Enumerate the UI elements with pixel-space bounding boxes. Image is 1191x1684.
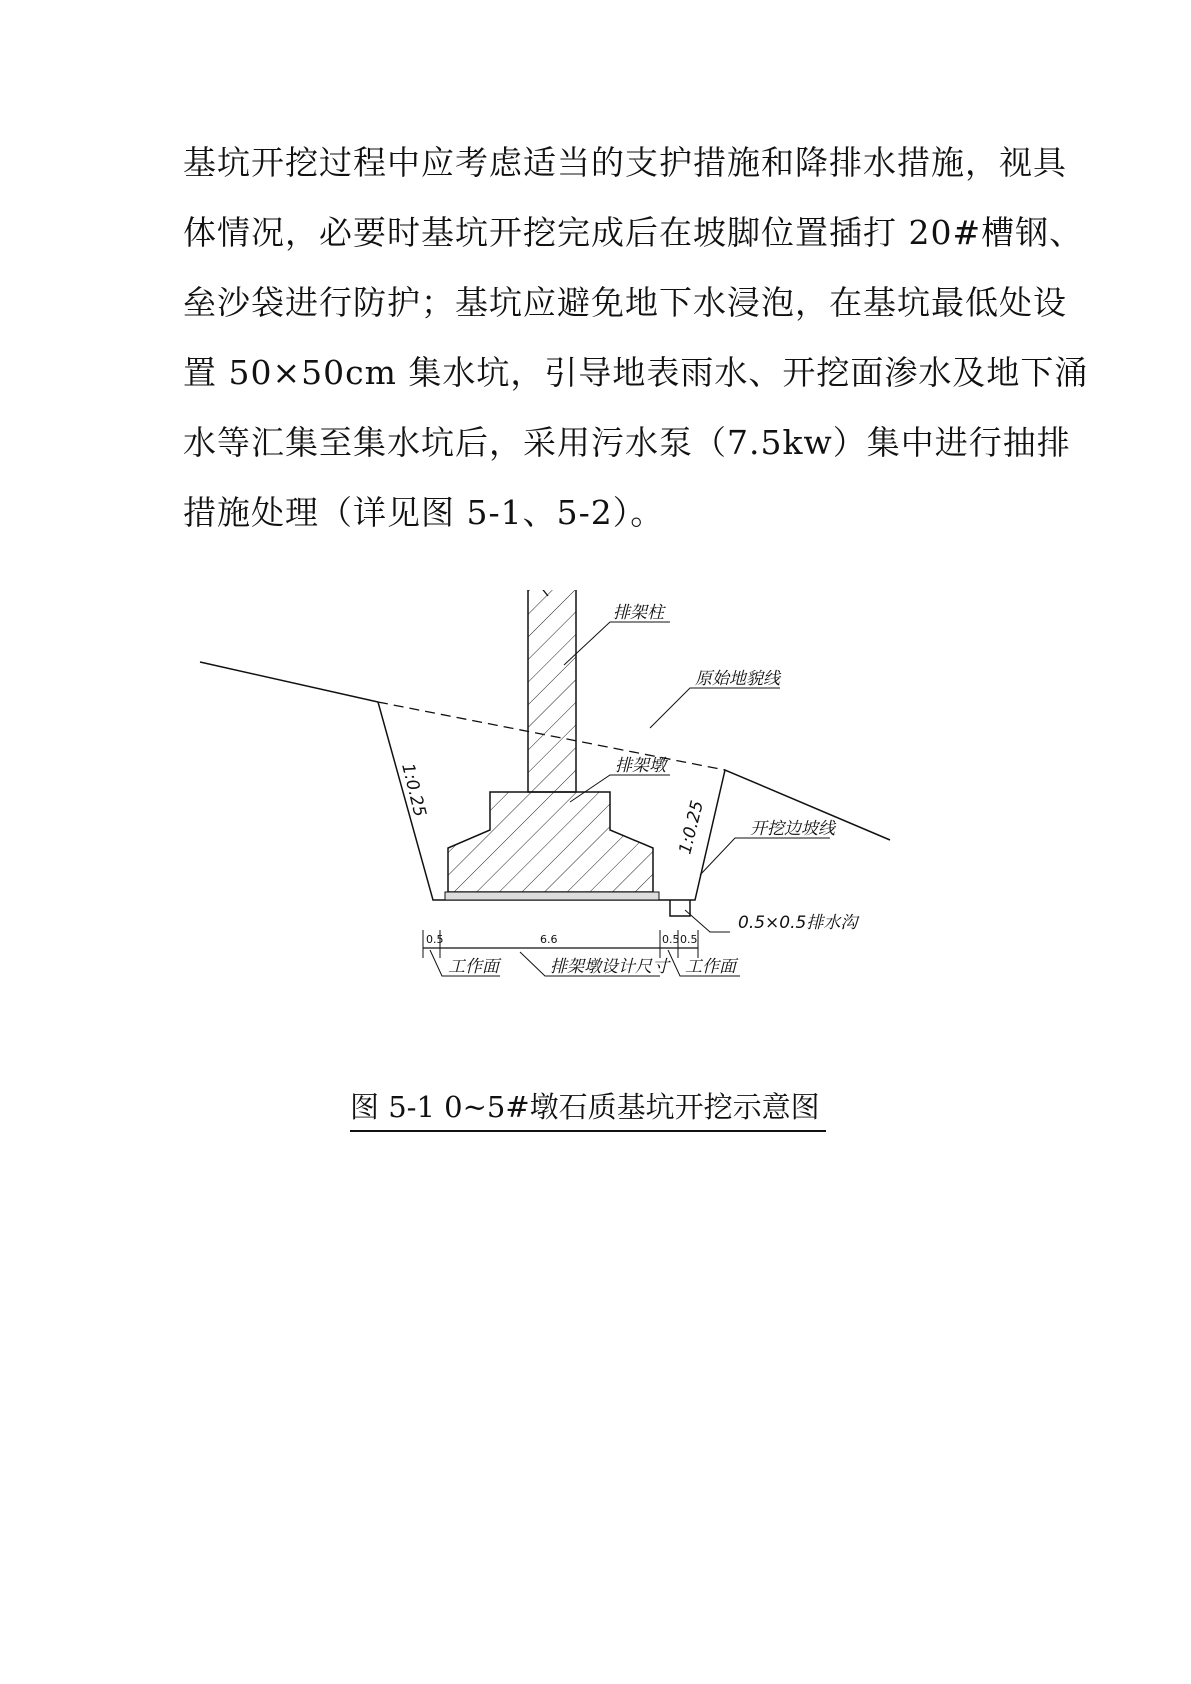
paragraph-line: 水等汇集至集水坑后，采用污水泵（7.5kw）集中进行抽排 [183, 423, 1071, 462]
paragraph-line: 基坑开挖过程中应考虑适当的支护措施和降排水措施，视具 [183, 143, 1067, 182]
drainage-ditch [670, 900, 690, 916]
paragraph-line: 垒沙袋进行防护；基坑应避免地下水浸泡，在基坑最低处设 [183, 283, 1067, 322]
dim-right-b: 0.5 [680, 933, 698, 946]
terrain-left [200, 662, 378, 702]
label-design-size: 排架墩设计尺寸 [550, 957, 669, 977]
paragraph-line: 措施处理（详见图 5-1、5-2）。 [183, 493, 665, 532]
excavation-diagram [190, 590, 970, 1090]
label-slope-left: 1:0.25 [397, 761, 430, 819]
label-work-face-right: 工作面 [685, 957, 736, 977]
column-shape [528, 590, 576, 792]
label-pier: 排架墩 [615, 756, 666, 776]
label-work-face-left: 工作面 [448, 957, 499, 977]
pier-shape [448, 792, 653, 892]
leader-column [564, 622, 670, 665]
dim-middle: 6.6 [540, 933, 558, 946]
body-paragraph [183, 128, 1089, 548]
label-slope-line: 开挖边坡线 [750, 819, 835, 839]
paragraph-line: 体情况，必要时基坑开挖完成后在坡脚位置插打 20#槽钢、 [183, 213, 1084, 252]
label-original-ground: 原始地貌线 [695, 669, 780, 689]
leader-ditch [685, 910, 730, 932]
pier-base-bedding [445, 892, 659, 900]
label-ditch: 0.5×0.5排水沟 [738, 913, 858, 933]
excavation-drawing [190, 590, 970, 1090]
dim-right-a: 0.5 [662, 933, 680, 946]
figure-caption: 图 5-1 0~5#墩石质基坑开挖示意图 [350, 1085, 826, 1132]
label-slope-right: 1:0.25 [675, 798, 709, 857]
leader-slope [700, 838, 830, 875]
leader-ground [650, 688, 780, 728]
paragraph-line: 置 50×50cm 集水坑，引导地表雨水、开挖面渗水及地下涌 [183, 353, 1089, 392]
label-column: 排架柱 [613, 603, 664, 623]
dim-left: 0.5 [426, 933, 444, 946]
